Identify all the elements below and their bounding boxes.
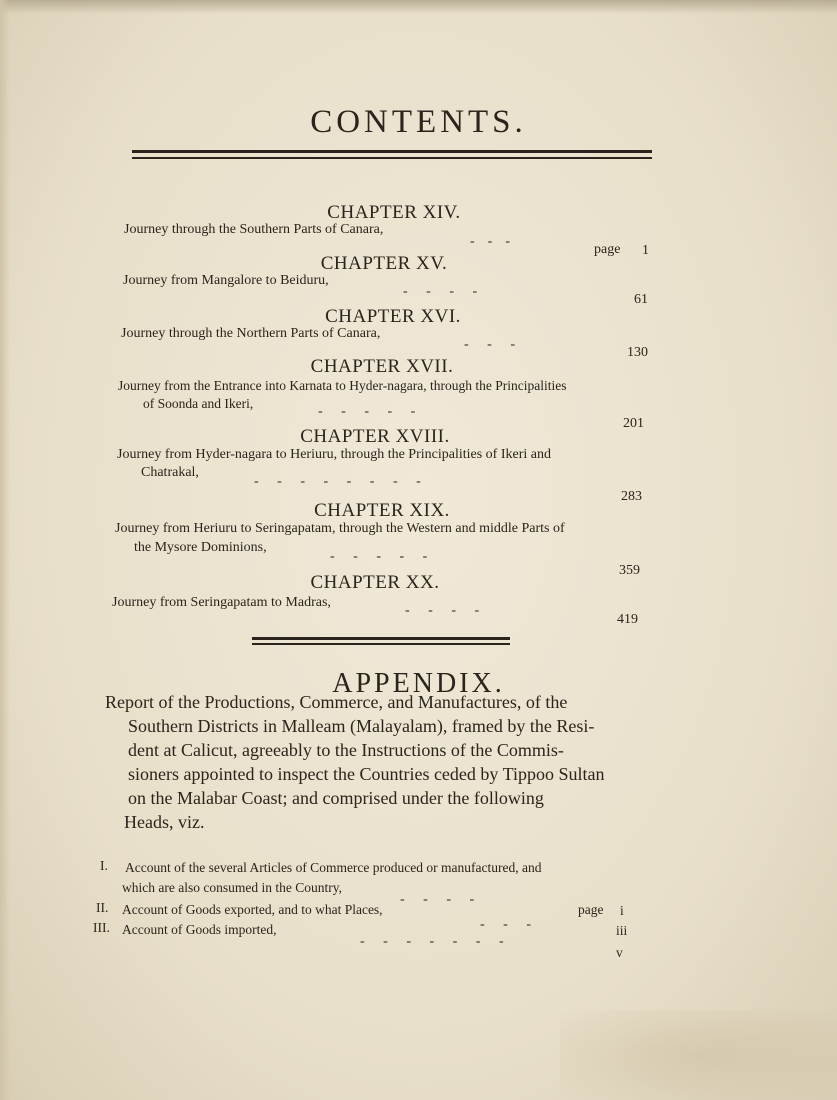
leader-dashes: - - - - - xyxy=(330,549,430,564)
page-number: 283 xyxy=(621,489,642,504)
chapter-description-cont: Chatrakal, xyxy=(141,465,199,480)
chapter-description: Journey from Heriuru to Seringapatam, through the Western and middle Parts of xyxy=(115,521,565,536)
report-line: on the Malabar Coast; and comprised under the following xyxy=(128,788,544,808)
appendix-rule-thin xyxy=(252,643,510,645)
appendix-item-number: II. xyxy=(96,900,109,915)
chapter-description: Journey from the Entrance into Karnata to Hyder-nagara, through the Principalities xyxy=(118,378,567,393)
report-line: Heads, viz. xyxy=(124,812,205,832)
title-rule-thin xyxy=(132,157,652,159)
page-number: 1 xyxy=(642,243,649,258)
chapter-heading: CHAPTER XV. xyxy=(320,253,448,274)
leader-dashes: - - - - xyxy=(403,284,480,299)
chapter-description-cont: the Mysore Dominions, xyxy=(134,540,267,555)
report-line: sioners appointed to inspect the Countries ceded by Tippoo Sultan xyxy=(128,764,605,784)
page-number: i xyxy=(620,903,624,918)
chapter-description-cont: of Soonda and Ikeri, xyxy=(143,396,254,411)
chapter-heading: CHAPTER XVIII. xyxy=(300,426,450,447)
chapter-description: Journey from Mangalore to Beiduru, xyxy=(123,273,329,288)
appendix-item-text: Account of Goods imported, xyxy=(122,922,277,937)
page-top-edge xyxy=(0,0,837,14)
page-number: iii xyxy=(616,923,628,938)
appendix-item-text: Account of the several Articles of Commerce produced or manufactured, and xyxy=(125,860,542,875)
appendix-item-number: I. xyxy=(100,858,108,873)
page-number: 359 xyxy=(619,563,640,578)
appendix-item-text: Account of Goods exported, and to what Places, xyxy=(122,902,383,917)
chapter-description: Journey from Hyder-nagara to Heriuru, through the Principalities of Ikeri and xyxy=(117,447,551,462)
appendix-item-number: III. xyxy=(93,920,110,935)
appendix-title: APPENDIX. xyxy=(332,668,505,699)
report-line: dent at Calicut, agreeably to the Instructions of the Commis- xyxy=(128,740,564,760)
chapter-heading: CHAPTER XVI. xyxy=(325,306,461,327)
page-left-edge xyxy=(0,0,10,1100)
page-number: 201 xyxy=(623,416,644,431)
leader-dashes: - - - - xyxy=(405,603,482,618)
report-line: Report of the Productions, Commerce, and Manufactures, of the xyxy=(105,692,568,712)
chapter-description: Journey from Seringapatam to Madras, xyxy=(112,595,331,610)
page-number: 130 xyxy=(627,345,648,360)
page-number: 61 xyxy=(634,292,648,307)
chapter-description: Journey through the Southern Parts of Canara, xyxy=(124,222,384,237)
leader-dashes: - - - - - - - - xyxy=(254,474,423,489)
chapter-heading: CHAPTER XX. xyxy=(310,572,440,593)
leader-dashes: - - - xyxy=(464,337,517,352)
page-prefix: page xyxy=(594,242,621,257)
chapter-heading: CHAPTER XIX. xyxy=(314,500,450,521)
appendix-item-text-cont: which are also consumed in the Country, xyxy=(122,880,342,895)
appendix-rule-thick xyxy=(252,637,510,640)
paper-stain xyxy=(560,1010,837,1100)
contents-title: CONTENTS. xyxy=(310,104,527,140)
chapter-heading: CHAPTER XIV. xyxy=(327,202,461,223)
leader-dashes: - - - - xyxy=(400,892,477,907)
page-number: v xyxy=(616,945,623,960)
chapter-heading: CHAPTER XVII. xyxy=(310,356,454,377)
leader-dashes: - - - - - xyxy=(318,404,418,419)
page-prefix: page xyxy=(578,902,604,917)
report-line: Southern Districts in Malleam (Malayalam), framed by the Resi- xyxy=(128,716,595,736)
leader-dashes: - - - - - - - xyxy=(360,934,506,949)
chapter-description: Journey through the Northern Parts of Canara, xyxy=(121,326,381,341)
page-number: 419 xyxy=(617,612,638,627)
leader-dashes: - - - xyxy=(480,917,533,932)
title-rule-thick xyxy=(132,150,652,153)
leader-dashes: - - - xyxy=(470,234,512,249)
